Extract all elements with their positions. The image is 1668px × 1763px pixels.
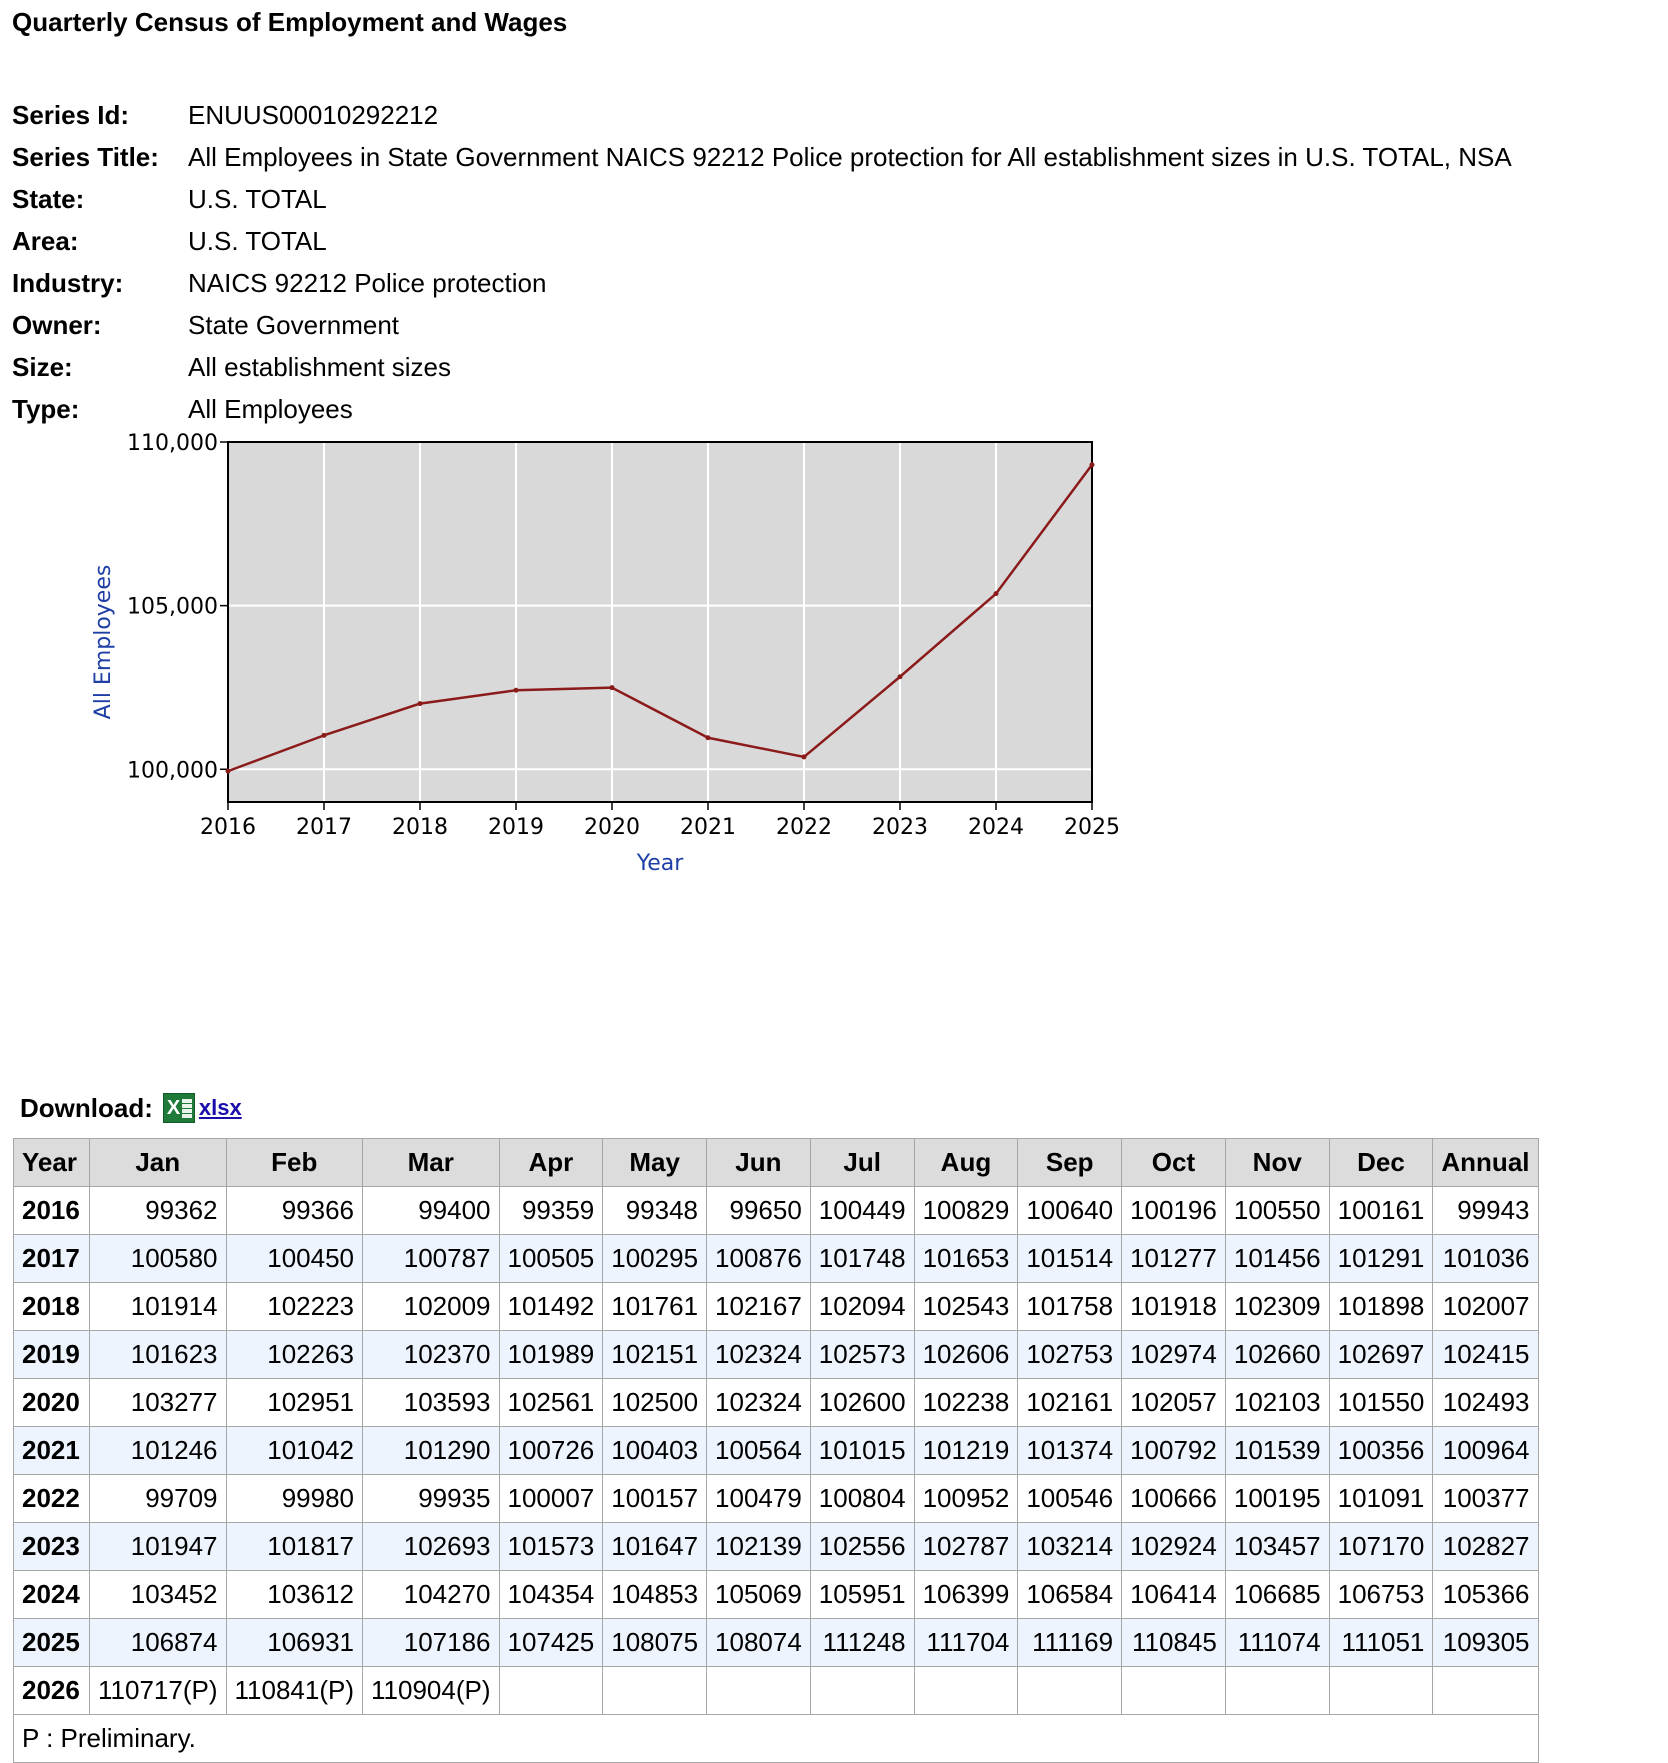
column-header: Jun (707, 1139, 811, 1187)
table-cell: 100377 (1433, 1475, 1538, 1523)
table-cell: 106584 (1018, 1571, 1122, 1619)
table-cell: 99709 (90, 1475, 227, 1523)
table-cell: 102543 (914, 1283, 1018, 1331)
table-cell: 102324 (707, 1331, 811, 1379)
column-header: Jan (90, 1139, 227, 1187)
x-tick-label: 2020 (584, 815, 640, 840)
table-cell: 102606 (914, 1331, 1018, 1379)
table-cell: 102167 (707, 1283, 811, 1331)
table-cell: 110841(P) (226, 1667, 363, 1715)
table-cell: 110717(P) (90, 1667, 227, 1715)
table-cell: 99348 (603, 1187, 707, 1235)
table-row (14, 1667, 1539, 1715)
table-cell: 101290 (363, 1427, 500, 1475)
table-cell: 99935 (363, 1475, 500, 1523)
table-cell: 101550 (1329, 1379, 1433, 1427)
row-year: 2017 (14, 1235, 90, 1283)
table-cell: 102009 (363, 1283, 500, 1331)
table-cell: 100726 (499, 1427, 603, 1475)
table-cell: 105366 (1433, 1571, 1538, 1619)
row-year: 2025 (14, 1619, 90, 1667)
table-cell: 102324 (707, 1379, 811, 1427)
table-cell: 101573 (499, 1523, 603, 1571)
table-cell: 102263 (226, 1331, 363, 1379)
table-cell: 101514 (1018, 1235, 1122, 1283)
table-row (14, 1523, 1539, 1571)
data-point (1090, 462, 1095, 467)
meta-row (12, 94, 1512, 136)
table-cell: 101042 (226, 1427, 363, 1475)
download-bar (20, 1088, 242, 1128)
table-cell: 100804 (810, 1475, 914, 1523)
table-cell: 101492 (499, 1283, 603, 1331)
meta-key: State: (12, 184, 85, 214)
table-cell: 101758 (1018, 1283, 1122, 1331)
table-cell: 110845 (1122, 1619, 1226, 1667)
table-cell: 102103 (1225, 1379, 1329, 1427)
data-point (418, 701, 423, 706)
table-cell: 104270 (363, 1571, 500, 1619)
table-cell: 111074 (1225, 1619, 1329, 1667)
row-year: 2021 (14, 1427, 90, 1475)
table-cell: 102753 (1018, 1331, 1122, 1379)
table-cell: 100505 (499, 1235, 603, 1283)
data-point (514, 688, 519, 693)
table-cell: 102007 (1433, 1283, 1538, 1331)
meta-key: Series Title: (12, 142, 159, 172)
table-cell: 103457 (1225, 1523, 1329, 1571)
meta-key: Industry: (12, 268, 124, 298)
table-cell: 100007 (499, 1475, 603, 1523)
table-cell: 100666 (1122, 1475, 1226, 1523)
table-cell: 101623 (90, 1331, 227, 1379)
x-tick-label: 2017 (296, 815, 352, 840)
table-cell: 106685 (1225, 1571, 1329, 1619)
table-cell: 102500 (603, 1379, 707, 1427)
table-cell: 102697 (1329, 1331, 1433, 1379)
table-cell: 102924 (1122, 1523, 1226, 1571)
row-year: 2016 (14, 1187, 90, 1235)
column-header: Nov (1225, 1139, 1329, 1187)
column-header: Oct (1122, 1139, 1226, 1187)
table-cell: 100876 (707, 1235, 811, 1283)
table-cell: 100550 (1225, 1187, 1329, 1235)
table-cell: 111248 (810, 1619, 914, 1667)
table-cell: 101456 (1225, 1235, 1329, 1283)
table-cell: 100964 (1433, 1427, 1538, 1475)
row-year: 2026 (14, 1667, 90, 1715)
meta-row (12, 178, 1512, 220)
table-cell: 102139 (707, 1523, 811, 1571)
table-cell: 101817 (226, 1523, 363, 1571)
column-header: Apr (499, 1139, 603, 1187)
table-cell: 102974 (1122, 1331, 1226, 1379)
meta-key: Series Id: (12, 100, 130, 130)
row-year: 2020 (14, 1379, 90, 1427)
x-tick-label: 2024 (968, 815, 1024, 840)
meta-row (12, 136, 1512, 178)
table-cell: 103612 (226, 1571, 363, 1619)
table-cell (1225, 1667, 1329, 1715)
meta-key: Type: (12, 394, 80, 424)
table-cell: 102161 (1018, 1379, 1122, 1427)
table-cell: 102573 (810, 1331, 914, 1379)
table-header-row (14, 1139, 1539, 1187)
row-year: 2019 (14, 1331, 90, 1379)
column-header: Annual (1433, 1139, 1538, 1187)
data-point (226, 769, 231, 774)
meta-value: NAICS 92212 Police protection (188, 268, 547, 298)
table-cell: 102827 (1433, 1523, 1538, 1571)
data-point (802, 754, 807, 759)
table-cell: 103593 (363, 1379, 500, 1427)
table-cell: 103452 (90, 1571, 227, 1619)
table-cell: 104853 (603, 1571, 707, 1619)
x-tick-label: 2022 (776, 815, 832, 840)
table-cell: 99650 (707, 1187, 811, 1235)
column-header: Year (14, 1139, 90, 1187)
table-cell: 106931 (226, 1619, 363, 1667)
table-row (14, 1619, 1539, 1667)
table-cell: 106399 (914, 1571, 1018, 1619)
table-cell: 100157 (603, 1475, 707, 1523)
table-cell: 99362 (90, 1187, 227, 1235)
column-header: Aug (914, 1139, 1018, 1187)
table-cell: 99400 (363, 1187, 500, 1235)
table-cell (707, 1667, 811, 1715)
series-metadata (12, 94, 1512, 430)
table-cell: 101036 (1433, 1235, 1538, 1283)
table-cell: 100356 (1329, 1427, 1433, 1475)
table-cell: 102660 (1225, 1331, 1329, 1379)
column-header: May (603, 1139, 707, 1187)
table-cell: 101539 (1225, 1427, 1329, 1475)
meta-value: All Employees (188, 394, 353, 424)
table-cell: 107186 (363, 1619, 500, 1667)
table-cell: 101653 (914, 1235, 1018, 1283)
meta-key: Owner: (12, 310, 102, 340)
employment-line-chart (80, 430, 1140, 950)
x-axis-label: Year (636, 851, 684, 876)
y-tick-label: 105,000 (127, 594, 218, 620)
table-cell: 101761 (603, 1283, 707, 1331)
table-cell: 111051 (1329, 1619, 1433, 1667)
table-cell (1433, 1667, 1538, 1715)
table-row (14, 1331, 1539, 1379)
data-point (898, 674, 903, 679)
table-cell: 102223 (226, 1283, 363, 1331)
table-row (14, 1475, 1539, 1523)
data-point (706, 735, 711, 740)
table-cell: 107425 (499, 1619, 603, 1667)
table-cell: 102600 (810, 1379, 914, 1427)
footnote: P : Preliminary. (14, 1715, 1539, 1763)
table-cell: 101219 (914, 1427, 1018, 1475)
row-year: 2022 (14, 1475, 90, 1523)
table-cell: 101246 (90, 1427, 227, 1475)
table-cell: 104354 (499, 1571, 603, 1619)
x-tick-label: 2023 (872, 815, 928, 840)
table-cell: 108074 (707, 1619, 811, 1667)
meta-row (12, 262, 1512, 304)
table-cell: 102561 (499, 1379, 603, 1427)
x-tick-label: 2016 (200, 815, 256, 840)
table-cell: 100564 (707, 1427, 811, 1475)
xlsx-download-link[interactable]: xlsx (198, 1095, 242, 1120)
table-cell: 99359 (499, 1187, 603, 1235)
table-cell: 111704 (914, 1619, 1018, 1667)
table-cell: 111169 (1018, 1619, 1122, 1667)
table-cell: 101918 (1122, 1283, 1226, 1331)
table-cell: 109305 (1433, 1619, 1538, 1667)
table-row (14, 1283, 1539, 1331)
column-header: Mar (363, 1139, 500, 1187)
table-cell: 100952 (914, 1475, 1018, 1523)
excel-icon[interactable]: X (163, 1093, 195, 1123)
table-cell: 102787 (914, 1523, 1018, 1571)
table-cell: 102951 (226, 1379, 363, 1427)
table-cell: 100640 (1018, 1187, 1122, 1235)
table-row (14, 1379, 1539, 1427)
table-cell: 102493 (1433, 1379, 1538, 1427)
table-cell (1122, 1667, 1226, 1715)
meta-value: State Government (188, 310, 399, 340)
table-cell: 100580 (90, 1235, 227, 1283)
meta-value: U.S. TOTAL (188, 184, 327, 214)
meta-row (12, 346, 1512, 388)
table-cell: 102370 (363, 1331, 500, 1379)
table-cell: 107170 (1329, 1523, 1433, 1571)
table-cell: 108075 (603, 1619, 707, 1667)
table-row (14, 1187, 1539, 1235)
download-label: Download: (20, 1093, 153, 1123)
table-cell: 102238 (914, 1379, 1018, 1427)
y-axis-label: All Employees (91, 564, 116, 720)
table-cell: 101291 (1329, 1235, 1433, 1283)
table-cell: 102556 (810, 1523, 914, 1571)
table-cell (1018, 1667, 1122, 1715)
table-cell: 102057 (1122, 1379, 1226, 1427)
table-cell: 101947 (90, 1523, 227, 1571)
table-cell: 102094 (810, 1283, 914, 1331)
table-cell: 101914 (90, 1283, 227, 1331)
table-cell: 100787 (363, 1235, 500, 1283)
table-cell: 106414 (1122, 1571, 1226, 1619)
x-tick-label: 2021 (680, 815, 736, 840)
row-year: 2023 (14, 1523, 90, 1571)
table-cell: 100829 (914, 1187, 1018, 1235)
table-cell: 99366 (226, 1187, 363, 1235)
table-cell: 101374 (1018, 1427, 1122, 1475)
x-tick-label: 2018 (392, 815, 448, 840)
meta-value: All establishment sizes (188, 352, 451, 382)
table-cell: 103214 (1018, 1523, 1122, 1571)
x-tick-label: 2025 (1064, 815, 1120, 840)
table-row (14, 1571, 1539, 1619)
data-point (610, 685, 615, 690)
row-year: 2024 (14, 1571, 90, 1619)
table-cell: 106753 (1329, 1571, 1433, 1619)
table-cell: 106874 (90, 1619, 227, 1667)
table-cell: 102151 (603, 1331, 707, 1379)
column-header: Sep (1018, 1139, 1122, 1187)
meta-key: Area: (12, 226, 79, 256)
data-table (13, 1138, 1539, 1763)
table-cell: 101898 (1329, 1283, 1433, 1331)
table-cell: 105951 (810, 1571, 914, 1619)
y-tick-label: 100,000 (127, 758, 218, 784)
meta-row (12, 388, 1512, 430)
table-cell: 101015 (810, 1427, 914, 1475)
table-cell: 110904(P) (363, 1667, 500, 1715)
table-cell: 99943 (1433, 1187, 1538, 1235)
table-cell: 102309 (1225, 1283, 1329, 1331)
table-cell: 100546 (1018, 1475, 1122, 1523)
meta-value: All Employees in State Government NAICS 92212 Police protection for All establishment sizes in U.S. TOTAL, NSA (188, 142, 1512, 172)
table-cell: 100196 (1122, 1187, 1226, 1235)
table-row (14, 1427, 1539, 1475)
table-cell: 99980 (226, 1475, 363, 1523)
meta-key: Size: (12, 352, 73, 382)
table-cell: 100449 (810, 1187, 914, 1235)
column-header: Dec (1329, 1139, 1433, 1187)
table-cell: 101647 (603, 1523, 707, 1571)
table-row (14, 1235, 1539, 1283)
meta-value: U.S. TOTAL (188, 226, 327, 256)
meta-row (12, 304, 1512, 346)
footnote-row (14, 1715, 1539, 1763)
table-cell: 100792 (1122, 1427, 1226, 1475)
table-cell: 100161 (1329, 1187, 1433, 1235)
table-cell: 100403 (603, 1427, 707, 1475)
table-cell (1329, 1667, 1433, 1715)
x-tick-label: 2019 (488, 815, 544, 840)
meta-value: ENUUS00010292212 (188, 100, 439, 130)
meta-row (12, 220, 1512, 262)
table-cell: 100195 (1225, 1475, 1329, 1523)
table-cell: 102693 (363, 1523, 500, 1571)
table-cell (603, 1667, 707, 1715)
table-cell: 103277 (90, 1379, 227, 1427)
table-cell (810, 1667, 914, 1715)
y-tick-label: 110,000 (127, 431, 218, 456)
table-cell: 101277 (1122, 1235, 1226, 1283)
table-cell (499, 1667, 603, 1715)
table-cell (914, 1667, 1018, 1715)
table-cell: 100295 (603, 1235, 707, 1283)
table-cell: 102415 (1433, 1331, 1538, 1379)
table-cell: 100450 (226, 1235, 363, 1283)
table-cell: 101989 (499, 1331, 603, 1379)
page-title: Quarterly Census of Employment and Wages (12, 7, 568, 37)
column-header: Feb (226, 1139, 363, 1187)
column-header: Jul (810, 1139, 914, 1187)
table-cell: 100479 (707, 1475, 811, 1523)
row-year: 2018 (14, 1283, 90, 1331)
table-cell: 101091 (1329, 1475, 1433, 1523)
data-point (322, 733, 327, 738)
table-cell: 101748 (810, 1235, 914, 1283)
data-point (994, 591, 999, 596)
table-cell: 105069 (707, 1571, 811, 1619)
